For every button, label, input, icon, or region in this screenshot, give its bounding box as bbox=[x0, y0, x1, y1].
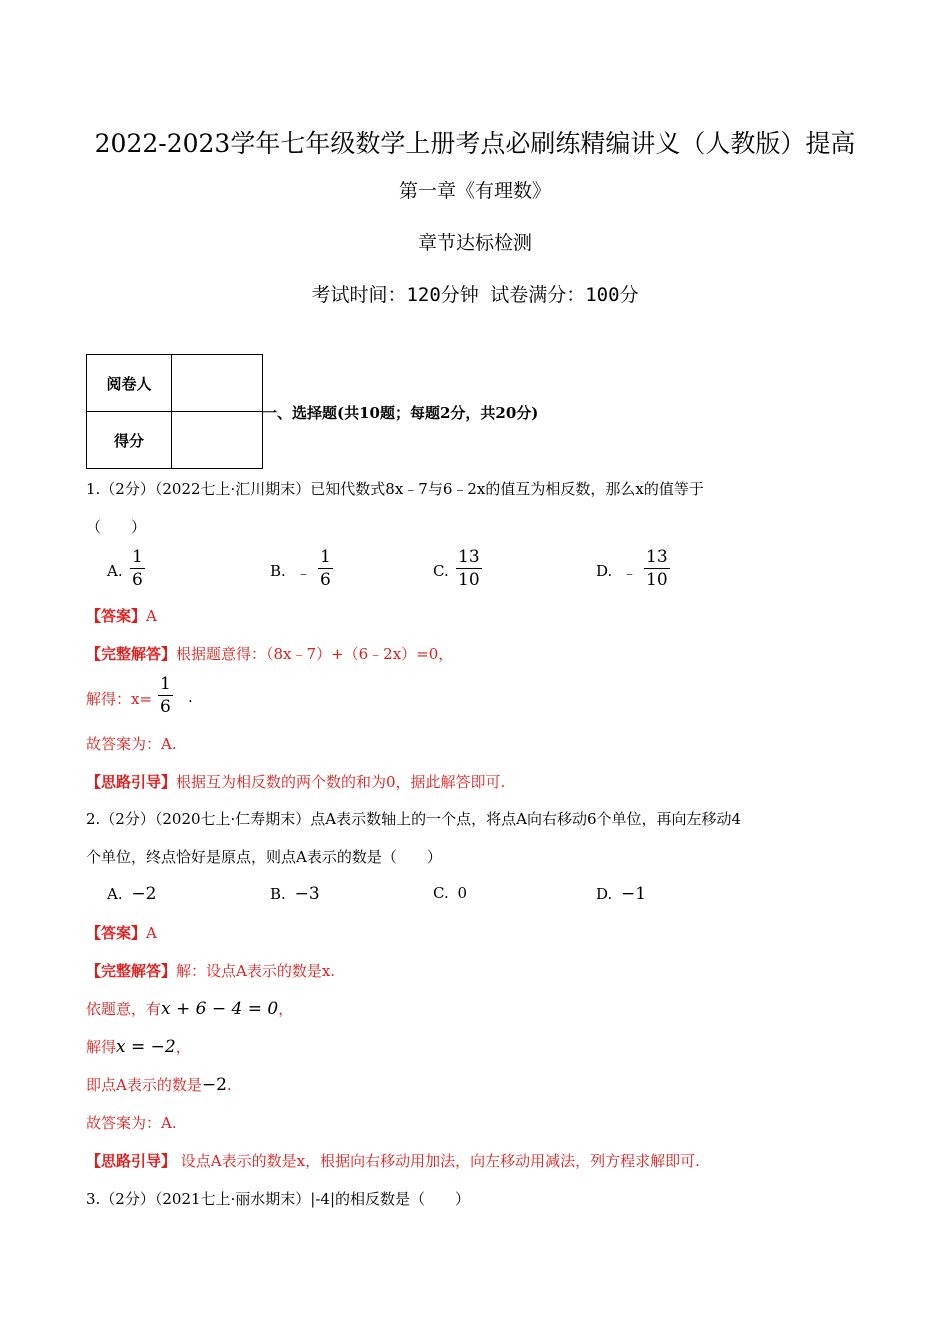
q2-hint bbox=[86, 1150, 700, 1171]
q1-option-c-fraction bbox=[456, 546, 482, 591]
q2-solution-line3-prefix: 解得 bbox=[86, 1038, 117, 1056]
q2-solution-line2 bbox=[86, 998, 293, 1019]
reviewer-cell bbox=[172, 355, 263, 412]
q2-solution-tag: 【完整解答】 bbox=[86, 962, 177, 980]
q2-option-d-value: −1 bbox=[621, 884, 647, 904]
q1-answer-tag: 【答案】 bbox=[86, 607, 147, 625]
q1-solution-line1: 根据题意得：（8x﹣7）+（6﹣2x）=0， bbox=[176, 645, 454, 663]
q1-option-a-num: 1 bbox=[132, 547, 143, 567]
q2-solution-line4 bbox=[86, 1074, 232, 1095]
q1-paren: （ ） bbox=[86, 518, 147, 536]
q2-answer-value: A bbox=[146, 924, 157, 942]
q1-option-b-num: 1 bbox=[320, 547, 331, 567]
q2-solution-line2-prefix: 依题意，有 bbox=[86, 1000, 162, 1018]
q1-answer bbox=[86, 605, 157, 626]
q1-option-c-label: C. bbox=[433, 562, 449, 580]
q1-option-d-num: 13 bbox=[646, 547, 668, 567]
reviewer-label: 阅卷人 bbox=[87, 355, 172, 412]
q1-option-b-den: 6 bbox=[320, 570, 331, 590]
q1-option-d-sign: ﹣ bbox=[622, 564, 638, 582]
score-table bbox=[86, 354, 263, 469]
q2-option-a bbox=[107, 884, 156, 904]
q2-option-c bbox=[433, 884, 467, 902]
q2-solution-line3-math: x = −2 bbox=[116, 1037, 176, 1057]
q1-solution-line2-suffix: . bbox=[188, 688, 193, 706]
q1-option-d-fraction bbox=[644, 546, 670, 591]
q2-option-b bbox=[270, 884, 320, 904]
q2-solution-line4-math: −2 bbox=[201, 1075, 227, 1095]
q1-option-a-fraction bbox=[130, 546, 145, 591]
q1-hint-tag: 【思路引导】 bbox=[86, 773, 177, 791]
q2-solution-line3 bbox=[86, 1036, 191, 1057]
q2-hint-tag: 【思路引导】 bbox=[86, 1152, 177, 1170]
q2-solution-line4-suffix: . bbox=[226, 1076, 232, 1094]
test-name: 章节达标检测 bbox=[417, 232, 532, 254]
chapter-title: 第一章《有理数》 bbox=[398, 180, 551, 202]
q2-solution-line3-suffix: ， bbox=[175, 1038, 191, 1056]
q1-option-b-sign: ﹣ bbox=[296, 564, 312, 582]
q1-stem: 1.（2分）（2022七上·汇川期末）已知代数式8x﹣7与6﹣2x的值互为相反数，那么x的值等于 bbox=[86, 480, 704, 498]
q1-hint bbox=[86, 771, 505, 792]
q1-solution-line2-prefix: 解得：x= bbox=[86, 690, 153, 708]
exam-info: 考试时间：120分钟 试卷满分：100分 bbox=[311, 284, 639, 306]
q2-answer bbox=[86, 922, 157, 943]
q1-option-c-den: 10 bbox=[458, 570, 480, 590]
q1-solution-den: 6 bbox=[160, 697, 171, 717]
document-title: 2022-2023学年七年级数学上册考点必刷练精编讲义（人教版）提高 bbox=[94, 129, 856, 158]
q1-option-b-fraction bbox=[318, 546, 333, 591]
q1-option-a-label: A. bbox=[107, 562, 123, 580]
q2-solution-line1: 解：设点A表示的数是x. bbox=[176, 962, 336, 980]
q1-option-d-den: 10 bbox=[646, 570, 668, 590]
q2-solution-line2-math: x + 6 − 4 = 0 bbox=[161, 999, 279, 1019]
q2-answer-tag: 【答案】 bbox=[86, 924, 147, 942]
q2-option-b-value: −3 bbox=[294, 884, 320, 904]
q2-option-c-label: C. bbox=[433, 884, 449, 902]
q2-stem-line1: 2.（2分）（2020七上·仁寿期末）点A表示数轴上的一个点，将点A向右移动6个单位，再向左移动4 bbox=[86, 810, 742, 828]
q1-option-d-label: D. bbox=[596, 562, 613, 580]
q3-stem: 3.（2分）（2021七上·丽水期末）|-4|的相反数是（ ） bbox=[86, 1190, 471, 1208]
q1-solution-fraction bbox=[158, 673, 173, 718]
q1-hint-text: 根据互为相反数的两个数的和为0，据此解答即可. bbox=[176, 773, 506, 791]
q1-solution-line3: 故答案为：A. bbox=[86, 735, 177, 753]
q2-option-a-value: −2 bbox=[131, 884, 157, 904]
q2-solution bbox=[86, 960, 335, 981]
q1-option-a-den: 6 bbox=[132, 570, 143, 590]
q1-solution-num: 1 bbox=[160, 674, 171, 694]
q1-solution bbox=[86, 643, 453, 664]
score-label: 得分 bbox=[87, 412, 172, 469]
q2-solution-line4-prefix: 即点A表示的数是 bbox=[86, 1076, 202, 1094]
q1-option-b-label: B. bbox=[270, 562, 286, 580]
score-cell bbox=[172, 412, 263, 469]
q2-hint-text: 设点A表示的数是x，根据向右移动用加法，向左移动用减法，列方程求解即可. bbox=[176, 1152, 700, 1170]
section-heading: 一、选择题(共10题；每题2分，共20分) bbox=[262, 404, 539, 422]
q2-solution-line2-suffix: ， bbox=[278, 1000, 294, 1018]
q2-option-d bbox=[596, 884, 646, 904]
q1-answer-value: A bbox=[146, 607, 157, 625]
q2-option-c-value: 0 bbox=[457, 884, 468, 902]
q2-option-a-label: A. bbox=[107, 885, 123, 903]
q2-option-b-label: B. bbox=[270, 885, 286, 903]
q1-option-c-num: 13 bbox=[458, 547, 480, 567]
q1-solution-tag: 【完整解答】 bbox=[86, 645, 177, 663]
q2-option-d-label: D. bbox=[596, 885, 613, 903]
q2-solution-line5: 故答案为：A. bbox=[86, 1114, 177, 1132]
q2-stem-line2: 个单位，终点恰好是原点，则点A表示的数是（ ） bbox=[86, 848, 442, 866]
